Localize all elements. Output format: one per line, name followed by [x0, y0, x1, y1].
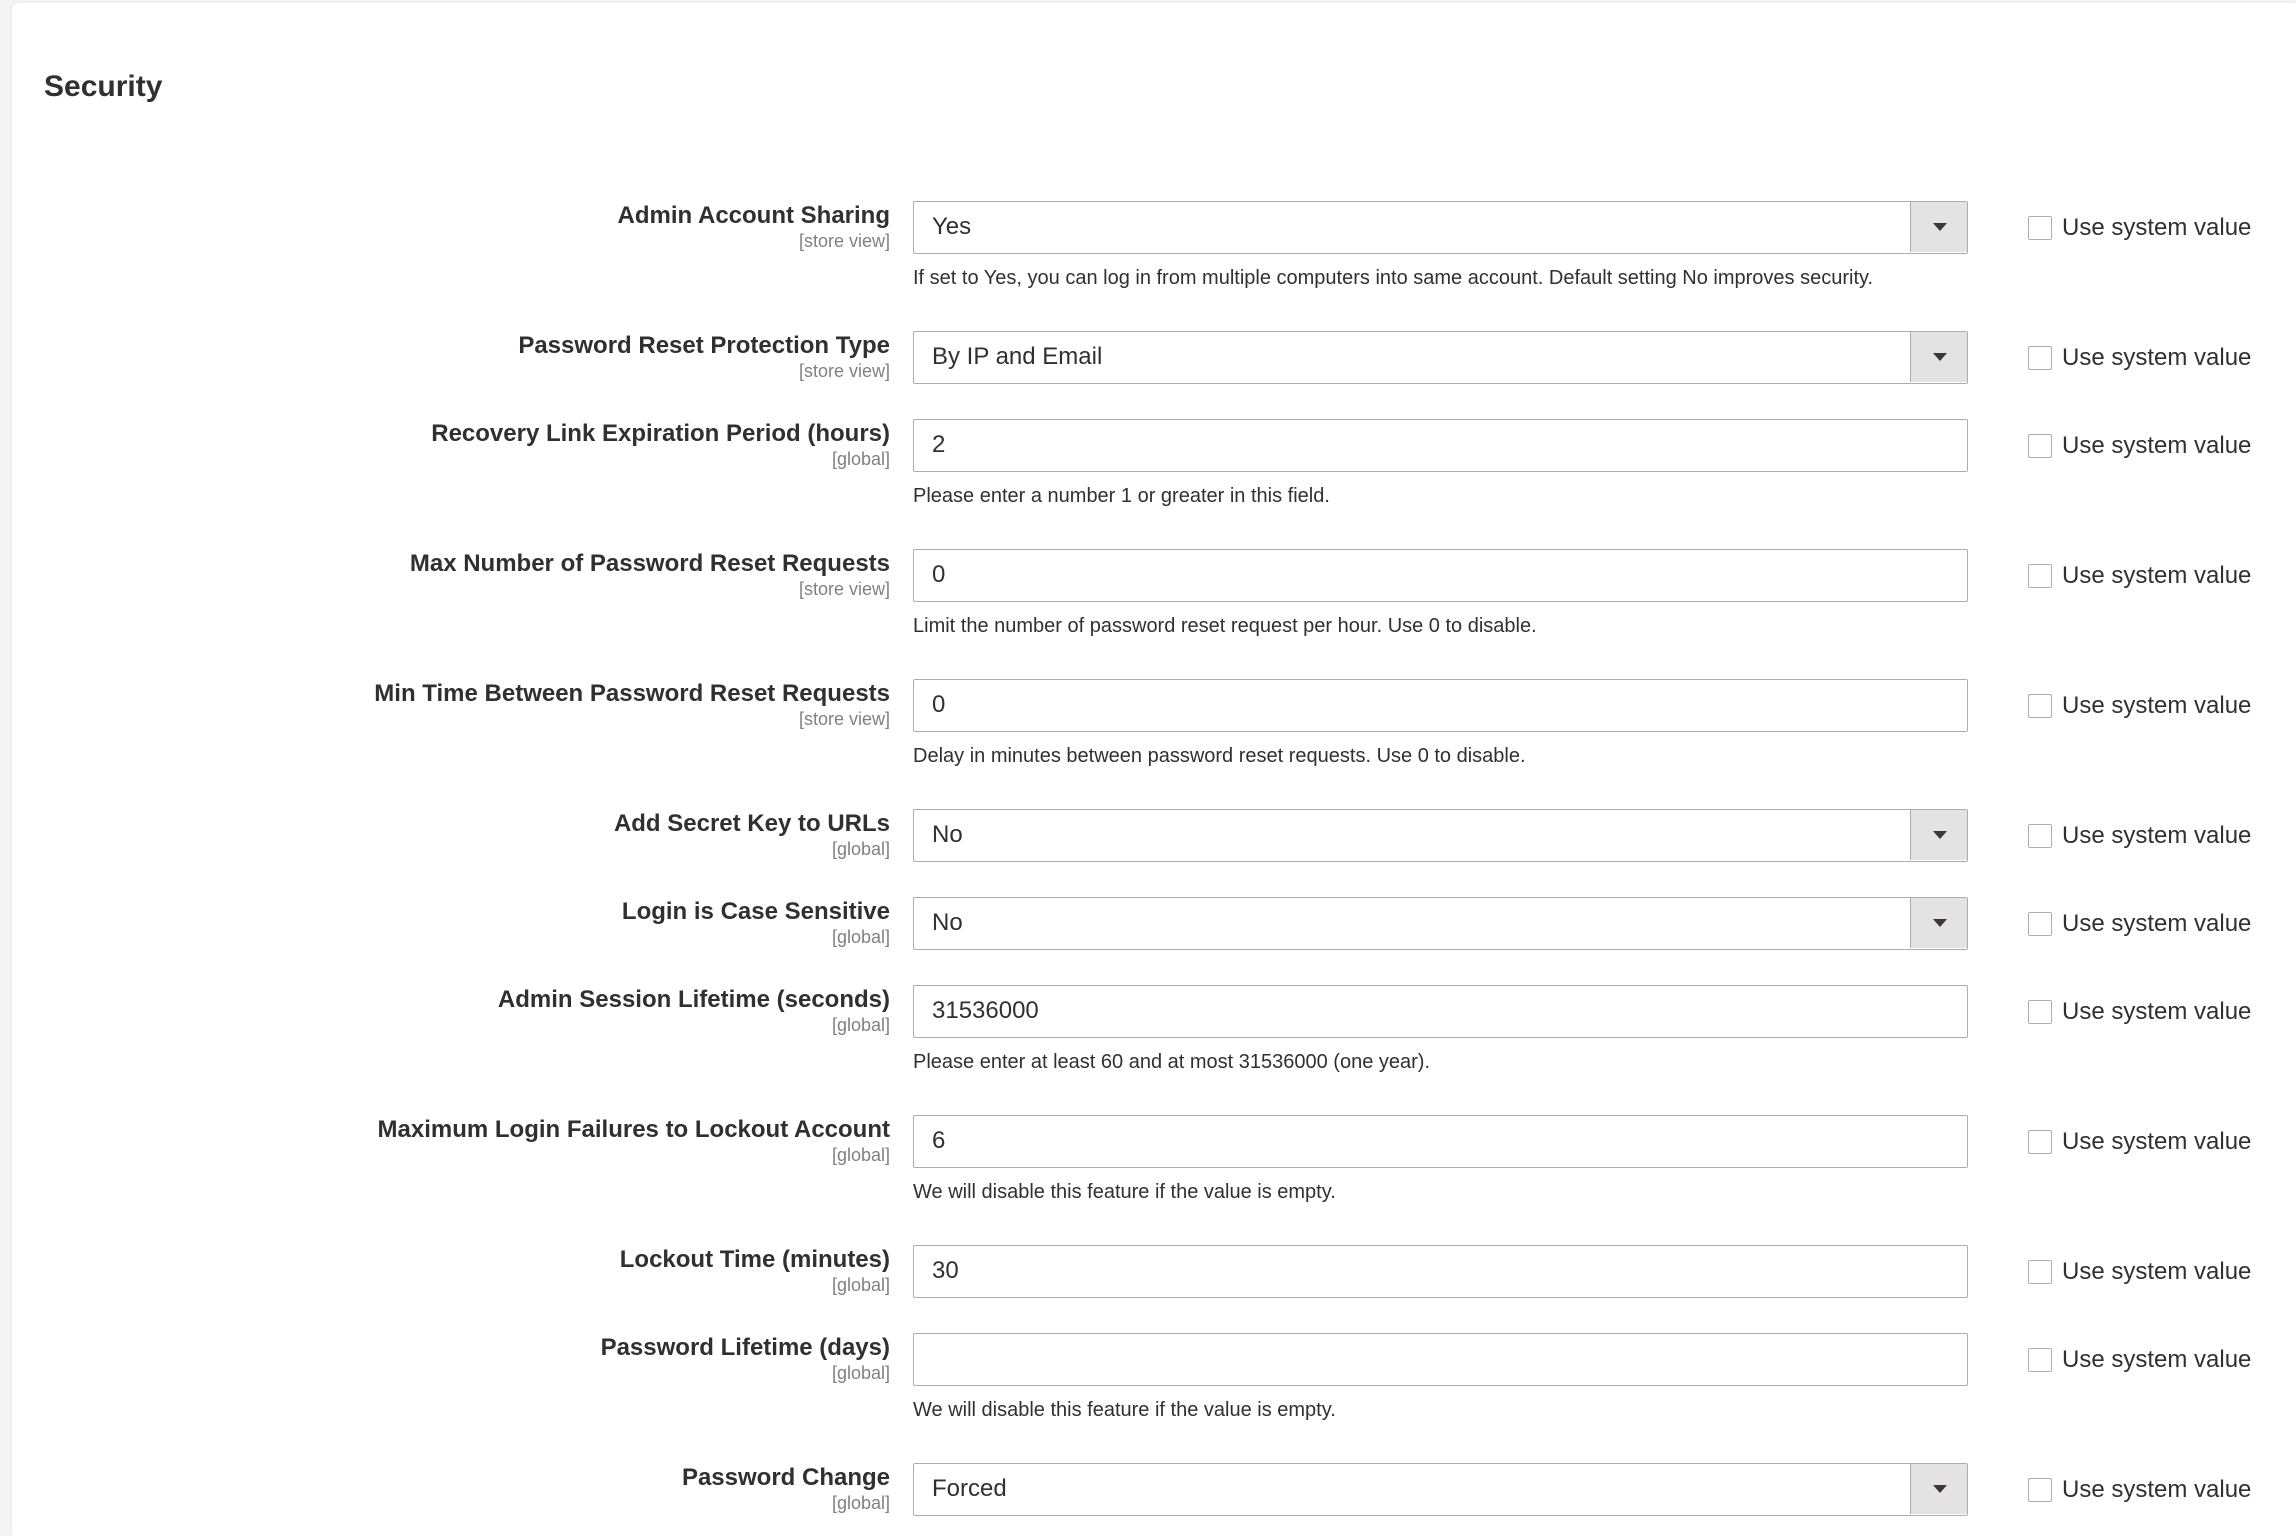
use-system-value-label[interactable]: Use system value	[2062, 214, 2252, 241]
select-value: Yes	[932, 213, 972, 240]
field-scope: [global]	[831, 1275, 890, 1295]
field-label-text: Max Number of Password Reset Requests	[409, 550, 890, 577]
field-note: Limit the number of password reset request per hour. Use 0 to disable.	[913, 615, 1537, 637]
use-system-value[interactable]	[2028, 999, 2251, 1025]
use-system-value-label[interactable]: Use system value	[2062, 910, 2252, 937]
use-system-value-label[interactable]: Use system value	[2062, 344, 2252, 371]
field-label-text: Password Lifetime (days)	[600, 1334, 890, 1361]
field-label-text: Admin Account Sharing	[617, 202, 890, 229]
field-label-text: Maximum Login Failures to Lockout Account	[377, 1116, 890, 1143]
password-change-select[interactable]	[913, 1463, 1968, 1516]
select-value: No	[932, 909, 963, 936]
field-scope: [store view]	[798, 361, 890, 381]
input-value: 30	[932, 1257, 959, 1284]
chevron-down-icon	[1933, 223, 1947, 231]
field-scope: [global]	[831, 1493, 890, 1513]
select-value: Forced	[932, 1475, 1007, 1502]
field-row-password-change	[12, 1463, 2296, 1517]
dropdown-toggle[interactable]	[1910, 332, 1967, 382]
field-label	[601, 1333, 890, 1383]
field-scope: [global]	[831, 1363, 890, 1383]
field-note: We will disable this feature if the value is empty.	[913, 1399, 1336, 1421]
dropdown-toggle[interactable]	[1910, 202, 1967, 252]
max-login-failures-input[interactable]	[913, 1115, 1968, 1168]
use-system-value-checkbox[interactable]	[2028, 912, 2052, 936]
field-label-text: Recovery Link Expiration Period (hours)	[431, 420, 890, 447]
field-label	[620, 1245, 890, 1295]
use-system-value-checkbox[interactable]	[2028, 346, 2052, 370]
field-label	[378, 1115, 890, 1165]
field-row-max-login-failures	[12, 1115, 2296, 1203]
field-row-login-case-sensitive	[12, 897, 2296, 951]
use-system-value-label[interactable]: Use system value	[2062, 692, 2252, 719]
field-scope: [store view]	[798, 579, 890, 599]
login-case-sensitive-select[interactable]	[913, 897, 1968, 950]
field-label	[374, 679, 890, 729]
chevron-down-icon	[1933, 831, 1947, 839]
field-scope: [global]	[831, 449, 890, 469]
section-title: Security	[44, 70, 163, 103]
use-system-value-label[interactable]: Use system value	[2062, 998, 2252, 1025]
field-note: Delay in minutes between password reset requests. Use 0 to disable.	[913, 745, 1526, 767]
admin-account-sharing-select[interactable]	[913, 201, 1968, 254]
field-row-min-time-between-reset-requests	[12, 679, 2296, 767]
field-row-add-secret-key	[12, 809, 2296, 863]
field-label-text: Min Time Between Password Reset Requests	[374, 680, 890, 707]
use-system-value-label[interactable]: Use system value	[2062, 1346, 2252, 1373]
field-note: Please enter a number 1 or greater in this field.	[913, 485, 1330, 507]
field-row-admin-account-sharing	[12, 201, 2296, 289]
use-system-value[interactable]	[2028, 1347, 2251, 1373]
use-system-value[interactable]	[2028, 563, 2251, 589]
field-scope: [store view]	[798, 231, 890, 251]
input-value: 2	[932, 431, 946, 458]
field-label-text: Lockout Time (minutes)	[619, 1246, 890, 1273]
dropdown-toggle[interactable]	[1910, 810, 1967, 860]
select-value: By IP and Email	[932, 343, 1103, 370]
use-system-value-checkbox[interactable]	[2028, 1000, 2052, 1024]
field-label-text: Admin Session Lifetime (seconds)	[497, 986, 890, 1013]
use-system-value-checkbox[interactable]	[2028, 434, 2052, 458]
field-label-text: Login is Case Sensitive	[621, 898, 890, 925]
use-system-value-label[interactable]: Use system value	[2062, 1476, 2252, 1503]
use-system-value-label[interactable]: Use system value	[2062, 432, 2252, 459]
field-label-text: Password Change	[681, 1464, 890, 1491]
chevron-down-icon	[1933, 919, 1947, 927]
max-password-reset-requests-input[interactable]	[913, 549, 1968, 602]
field-label	[410, 549, 890, 599]
field-scope: [store view]	[798, 709, 890, 729]
field-row-password-lifetime	[12, 1333, 2296, 1421]
dropdown-toggle[interactable]	[1910, 1464, 1967, 1514]
input-value: 0	[932, 691, 946, 718]
input-value: 6	[932, 1127, 946, 1154]
use-system-value-checkbox[interactable]	[2028, 694, 2052, 718]
field-row-lockout-time	[12, 1245, 2296, 1299]
use-system-value-label[interactable]: Use system value	[2062, 822, 2252, 849]
min-time-between-reset-requests-input[interactable]	[913, 679, 1968, 732]
field-label	[622, 897, 890, 947]
field-label	[614, 809, 890, 859]
field-label	[618, 201, 890, 251]
password-lifetime-input[interactable]	[913, 1333, 1968, 1386]
lockout-time-input[interactable]	[913, 1245, 1968, 1298]
use-system-value[interactable]	[2028, 823, 2251, 849]
password-reset-protection-type-select[interactable]	[913, 331, 1968, 384]
use-system-value-checkbox[interactable]	[2028, 1130, 2052, 1154]
field-row-admin-session-lifetime	[12, 985, 2296, 1073]
use-system-value-checkbox[interactable]	[2028, 564, 2052, 588]
use-system-value-label[interactable]: Use system value	[2062, 562, 2252, 589]
field-label-text: Password Reset Protection Type	[518, 332, 890, 359]
field-row-password-reset-protection-type	[12, 331, 2296, 385]
use-system-value[interactable]	[2028, 215, 2251, 241]
input-value: 31536000	[932, 997, 1039, 1024]
field-label-text: Add Secret Key to URLs	[613, 810, 890, 837]
field-label	[498, 985, 890, 1035]
use-system-value[interactable]	[2028, 911, 2251, 937]
use-system-value-label[interactable]: Use system value	[2062, 1258, 2252, 1285]
config-panel	[12, 3, 2296, 1536]
field-scope: [global]	[831, 927, 890, 947]
field-row-recovery-link-expiration	[12, 419, 2296, 507]
admin-session-lifetime-input[interactable]	[913, 985, 1968, 1038]
use-system-value[interactable]	[2028, 433, 2251, 459]
use-system-value-checkbox[interactable]	[2028, 1348, 2052, 1372]
use-system-value-label[interactable]: Use system value	[2062, 1128, 2252, 1155]
field-label	[431, 419, 890, 469]
field-scope: [global]	[831, 1145, 890, 1165]
field-label	[682, 1463, 890, 1513]
chevron-down-icon	[1933, 353, 1947, 361]
use-system-value[interactable]	[2028, 693, 2251, 719]
use-system-value[interactable]	[2028, 1477, 2251, 1503]
input-value: 0	[932, 561, 946, 588]
field-note: We will disable this feature if the value is empty.	[913, 1181, 1336, 1203]
field-row-max-password-reset-requests	[12, 549, 2296, 637]
field-note: If set to Yes, you can log in from multiple computers into same account. Default setting No improves security.	[913, 267, 1874, 289]
use-system-value-checkbox[interactable]	[2028, 824, 2052, 848]
chevron-down-icon	[1933, 1485, 1947, 1493]
dropdown-toggle[interactable]	[1910, 898, 1967, 948]
use-system-value-checkbox[interactable]	[2028, 1478, 2052, 1502]
field-scope: [global]	[831, 839, 890, 859]
use-system-value-checkbox[interactable]	[2028, 1260, 2052, 1284]
use-system-value-checkbox[interactable]	[2028, 216, 2052, 240]
select-value: No	[932, 821, 963, 848]
field-note: Please enter at least 60 and at most 31536000 (one year).	[913, 1051, 1431, 1073]
field-label	[518, 331, 890, 381]
add-secret-key-select[interactable]	[913, 809, 1968, 862]
use-system-value[interactable]	[2028, 1129, 2251, 1155]
use-system-value[interactable]	[2028, 345, 2251, 371]
recovery-link-expiration-input[interactable]	[913, 419, 1968, 472]
field-scope: [global]	[831, 1015, 890, 1035]
use-system-value[interactable]	[2028, 1259, 2251, 1285]
